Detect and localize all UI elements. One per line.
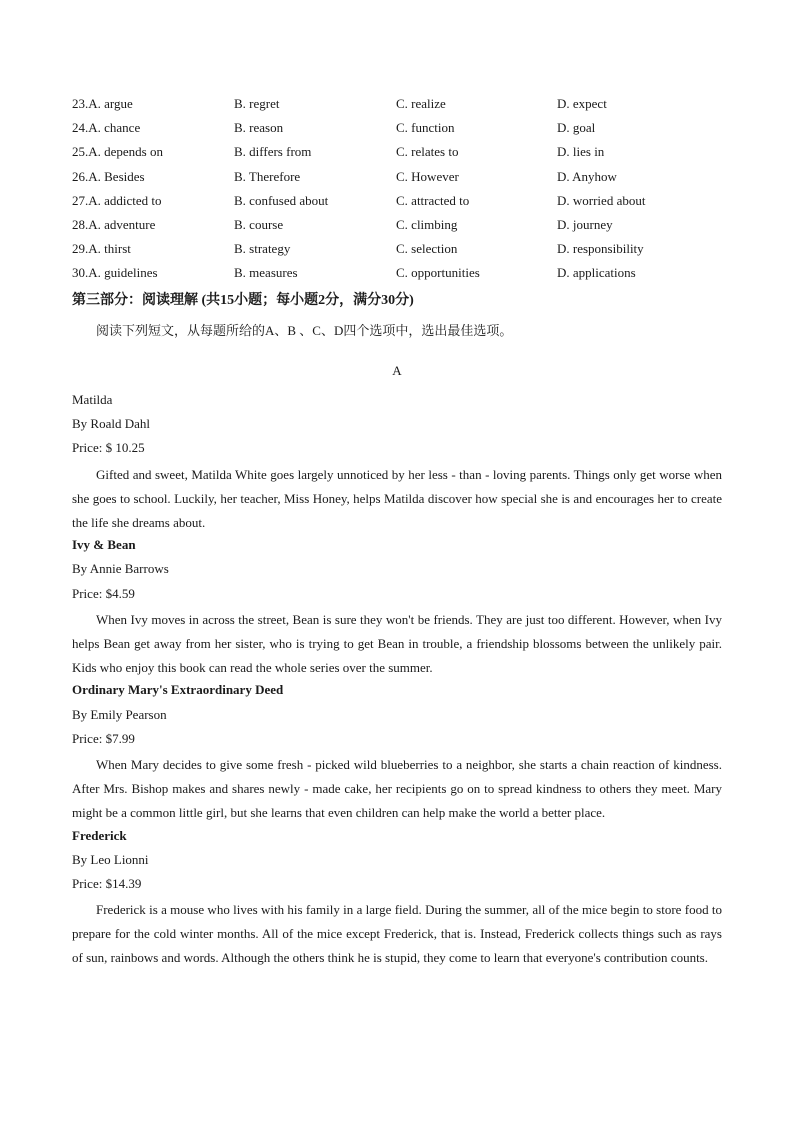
- option-d: D. Anyhow: [557, 168, 617, 184]
- option-d: D. goal: [557, 120, 596, 136]
- book-entry: [72, 680, 722, 825]
- option-row: [72, 263, 732, 287]
- book-description: When Mary decides to give some fresh - picked wild blueberries to a neighbor, she starts a chain reaction of kindness. After Mrs. Bishop makes and shares newly - made cake, her recipients go on to spread kindness to others they meet. Mary might be a common little girl, but she learns that even children can help make the world a better place.: [72, 756, 722, 821]
- option-c: C. function: [396, 120, 455, 136]
- option-row: [72, 118, 732, 142]
- passage-label: A: [392, 363, 402, 378]
- book-price: Price: $ 10.25: [72, 440, 145, 456]
- option-a: 28.A. adventure: [72, 216, 156, 232]
- option-row: [72, 215, 732, 239]
- book-price: Price: $7.99: [72, 730, 135, 746]
- book-author: By Roald Dahl: [72, 416, 150, 432]
- option-c: C. opportunities: [396, 265, 480, 281]
- cloze-options: [72, 94, 732, 288]
- option-row: [72, 142, 732, 166]
- book-entry: [72, 535, 722, 680]
- option-d: D. worried about: [557, 192, 646, 208]
- book-price: Price: $14.39: [72, 875, 142, 891]
- book-author: By Emily Pearson: [72, 706, 167, 722]
- option-c: C. realize: [396, 96, 446, 111]
- option-b: B. confused about: [234, 192, 329, 208]
- option-d: D. lies in: [557, 144, 605, 160]
- book-title: Ivy & Bean: [72, 537, 136, 553]
- option-b: B. Therefore: [234, 168, 301, 184]
- option-c: C. selection: [396, 241, 458, 257]
- option-d: D. responsibility: [557, 241, 644, 257]
- option-a: 27.A. addicted to: [72, 192, 162, 208]
- option-c: C. climbing: [396, 216, 458, 232]
- book-entry: [72, 826, 722, 971]
- book-description: When Ivy moves in across the street, Bean is sure they won't be friends. They are just too different. However, when Ivy helps Bean get away from her sister, who is trying to get Bean in trouble, a friendship blossoms between the unlikely pair. Kids who enjoy this book can read the whole series over the summer.: [72, 611, 722, 676]
- option-b: B. course: [234, 216, 284, 232]
- book-description: Gifted and sweet, Matilda White goes largely unnoticed by her less - than - loving parents. Things only get worse when she goes to school. Luckily, her teacher, Miss Honey, helps Matilda discover how special she is and encourages her to create the life she dreams about.: [72, 466, 722, 530]
- option-d: D. applications: [557, 265, 636, 281]
- option-b: B. measures: [234, 265, 298, 281]
- option-b: B. strategy: [234, 241, 291, 257]
- option-c: C. However: [396, 168, 459, 184]
- book-entry: [72, 390, 722, 535]
- option-row: [72, 239, 732, 263]
- option-a: 25.A. depends on: [72, 144, 163, 160]
- option-b: B. differs from: [234, 144, 312, 160]
- book-author: By Leo Lionni: [72, 851, 149, 867]
- option-row: [72, 191, 732, 215]
- option-d: D. journey: [557, 216, 613, 232]
- option-c: C. relates to: [396, 144, 459, 160]
- option-b: B. reason: [234, 120, 284, 136]
- option-c: C. attracted to: [396, 192, 470, 208]
- option-row: [72, 94, 732, 118]
- option-a: 26.A. Besides: [72, 168, 145, 184]
- book-description: Frederick is a mouse who lives with his family in a large field. During the summer, all of the mice begin to store food to prepare for the cold winter months. All of the mice except Frederick, that is. Instead, Frederick collects things such as rays of sun, rainbows and words. Although the others think he is stupid, they come to learn that everyone's contribution counts.: [72, 902, 722, 966]
- section-title: 第三部分：阅读理解 (共15小题；每小题2分，满分30分): [72, 293, 414, 308]
- option-b: B. regret: [234, 96, 280, 111]
- option-row: [72, 167, 732, 191]
- book-author: By Annie Barrows: [72, 561, 169, 577]
- option-a: 30.A. guidelines: [72, 265, 158, 281]
- option-a: 24.A. chance: [72, 120, 141, 136]
- book-price: Price: $4.59: [72, 585, 135, 601]
- book-title: Ordinary Mary's Extraordinary Deed: [72, 682, 284, 698]
- option-a: 23.A. argue: [72, 96, 133, 111]
- book-list: [72, 390, 722, 971]
- book-title: Matilda: [72, 392, 113, 407]
- option-d: D. expect: [557, 96, 607, 111]
- book-title: Frederick: [72, 827, 127, 843]
- option-a: 29.A. thirst: [72, 241, 131, 257]
- instruction-text: 阅读下列短文，从每题所给的A、B 、C、D四个选项中，选出最佳选项。: [96, 323, 513, 338]
